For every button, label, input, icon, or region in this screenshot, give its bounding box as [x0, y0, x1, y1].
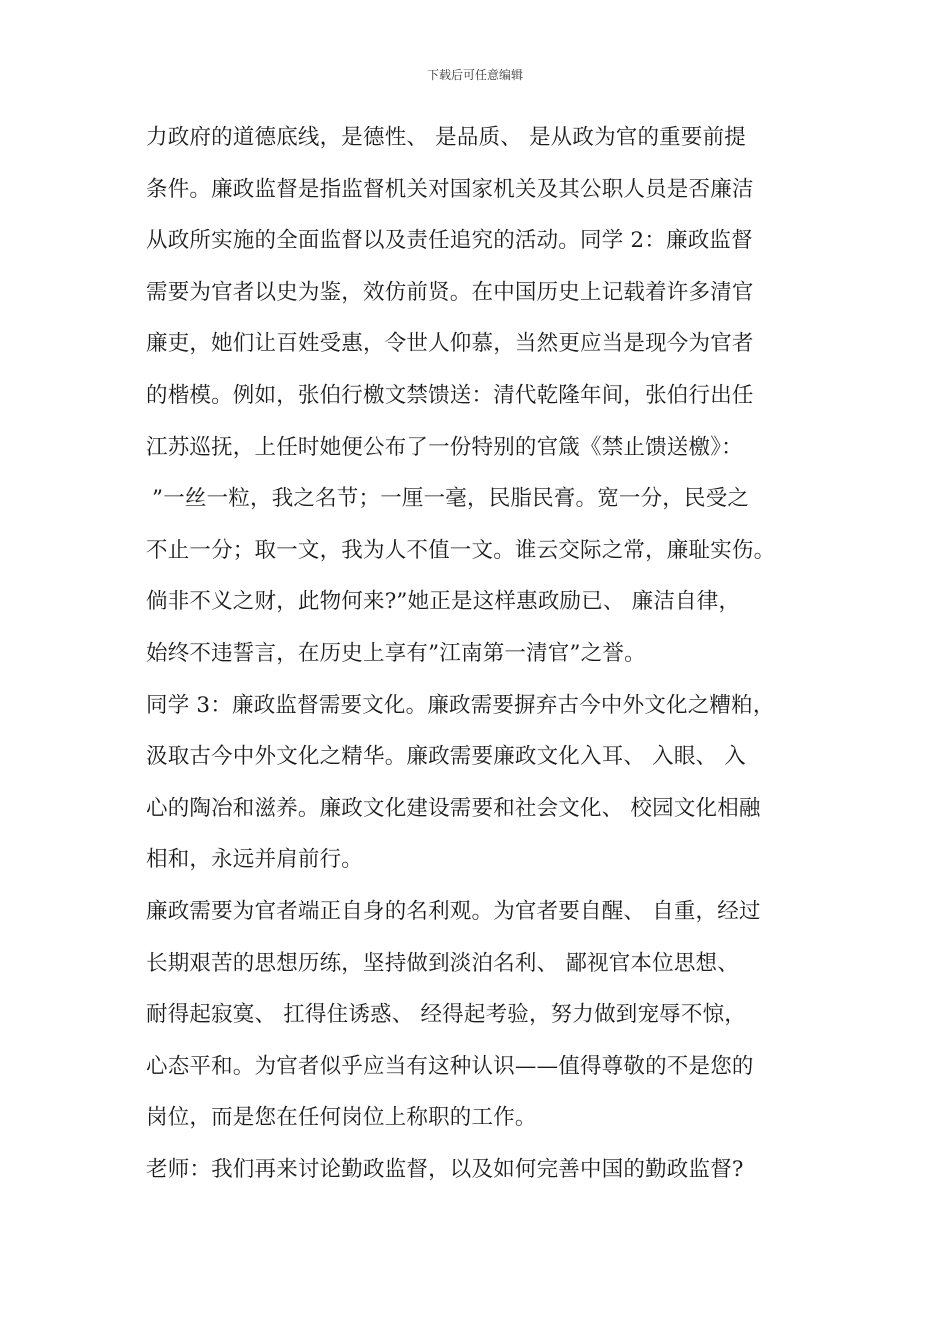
text-line: 廉吏，她们让百姓受惠，令世人仰慕，当然更应当是现今为官者: [146, 331, 754, 357]
text-line: 同学 3：廉政监督需要文化。廉政需要摒弃古今中外文化之糟粕，: [146, 692, 775, 718]
text-line: 力政府的道德底线，是德性、 是品质、 是从政为官的重要前提: [146, 125, 746, 150]
document-body: [146, 118, 826, 1201]
text-line: 耐得起寂寞、 扛得住诱惑、 经得起考验，努力做到宠辱不惊，: [146, 1002, 746, 1028]
text-line: 不止一分；取一文，我为人不值一文。谁云交际之常，廉耻实伤。: [146, 537, 776, 563]
text-line: 岗位，而是您在任何岗位上称职的工作。: [146, 1105, 537, 1131]
text-line: 心态平和。为官者似乎应当有这种认识——值得尊敬的不是您的: [146, 1053, 754, 1079]
text-line: ”一丝一粒，我之名节；一厘一毫，民脂民膏。宽一分，民受之: [152, 486, 750, 512]
text-line: 心的陶冶和滋养。廉政文化建设需要和社会文化、 校园文化相融: [146, 795, 761, 821]
text-line: 的楷模。例如，张伯行檄文禁馈送：清代乾隆年间，张伯行出任: [146, 382, 754, 408]
text-line: 廉政需要为官者端正自身的名利观。为官者要自醒、 自重，经过: [146, 898, 761, 924]
text-line: 相和，永远并肩前行。: [146, 847, 364, 873]
text-line: 需要为官者以史为鉴，效仿前贤。在中国历史上记载着许多清官: [146, 279, 754, 305]
text-line: 始终不违誓言，在历史上享有”江南第一清官”之誉。: [146, 640, 646, 666]
page-header: 下载后可任意编辑: [426, 68, 523, 82]
text-line: 倘非不义之财，此物何来?”她正是这样惠政励已、 廉洁自律，: [146, 589, 741, 615]
text-line: 条件。廉政监督是指监督机关对国家机关及其公职人员是否廉洁: [146, 176, 754, 202]
text-line: 汲取古今中外文化之精华。廉政需要廉政文化入耳、 入眼、 入: [146, 744, 746, 770]
text-line: 从政所实施的全面监督以及责任追究的活动。同学 2：廉政监督: [146, 228, 753, 254]
text-line: 老师：我们再来讨论勤政监督，以及如何完善中国的勤政监督?: [146, 1156, 744, 1182]
text-line: 长期艰苦的思想历练，坚持做到淡泊名利、 鄙视官本位思想、: [146, 950, 739, 976]
text-line: 江苏巡抚，上任时她便公布了一份特别的官箴《禁止馈送檄》：: [146, 434, 743, 460]
